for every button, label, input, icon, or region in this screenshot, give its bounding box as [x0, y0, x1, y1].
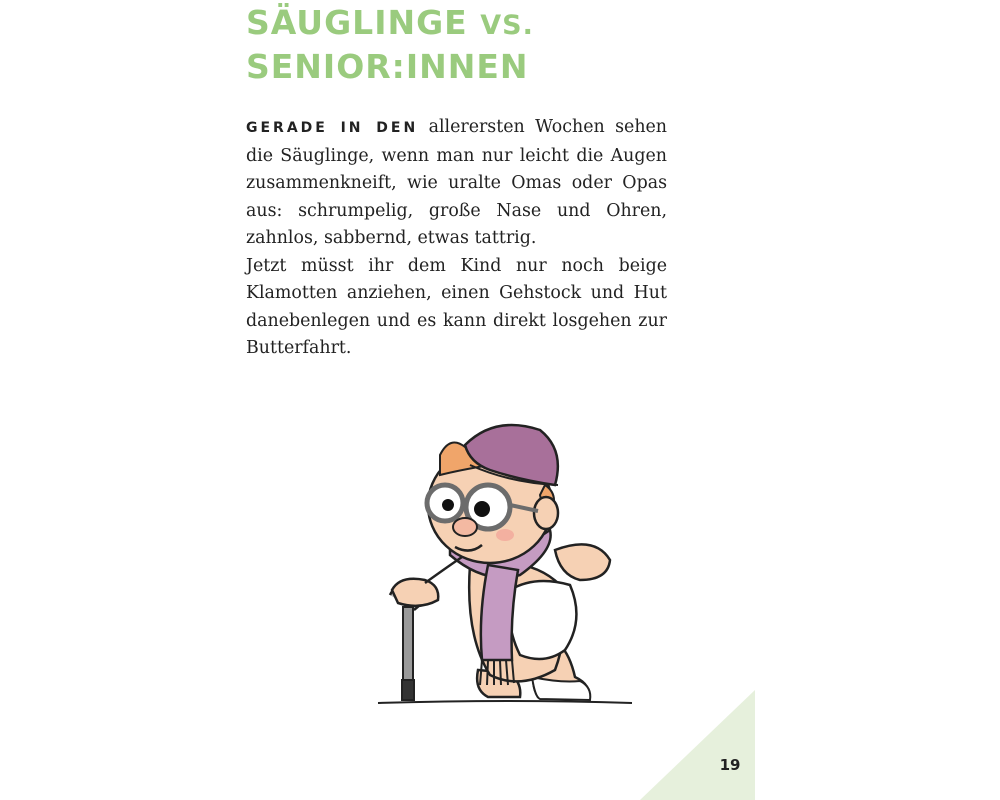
lead-in: GERADE IN DEN	[246, 120, 419, 136]
paragraph-1-text: allerersten Wochen sehen die Säuglinge, wenn man nur leicht die Augen zusammenkneift, wie uralte Omas oder Opas aus: schrumpelig, große Nase und Ohren, zahnlos, sabbernd, etwas tattrig.	[246, 117, 668, 248]
title-word-saeuglinge: SÄUGLINGE	[246, 3, 468, 42]
page-number: 19	[719, 756, 741, 774]
title-word-vs: VS.	[480, 10, 534, 41]
illustration-svg	[370, 415, 640, 710]
corner-decoration	[640, 690, 755, 800]
body-text	[246, 114, 667, 363]
title-word-seniorinnen: SENIOR:INNEN	[246, 47, 529, 86]
page-title	[246, 2, 534, 87]
baby-senior-illustration	[370, 415, 640, 710]
paragraph-2: Jetzt müsst ihr dem Kind nur noch beige Klamotten anziehen, einen Gehstock und Hut danebenlegen und es kann direkt losgehen zur Butterfahrt.	[246, 255, 667, 358]
paragraph-1	[246, 114, 667, 253]
